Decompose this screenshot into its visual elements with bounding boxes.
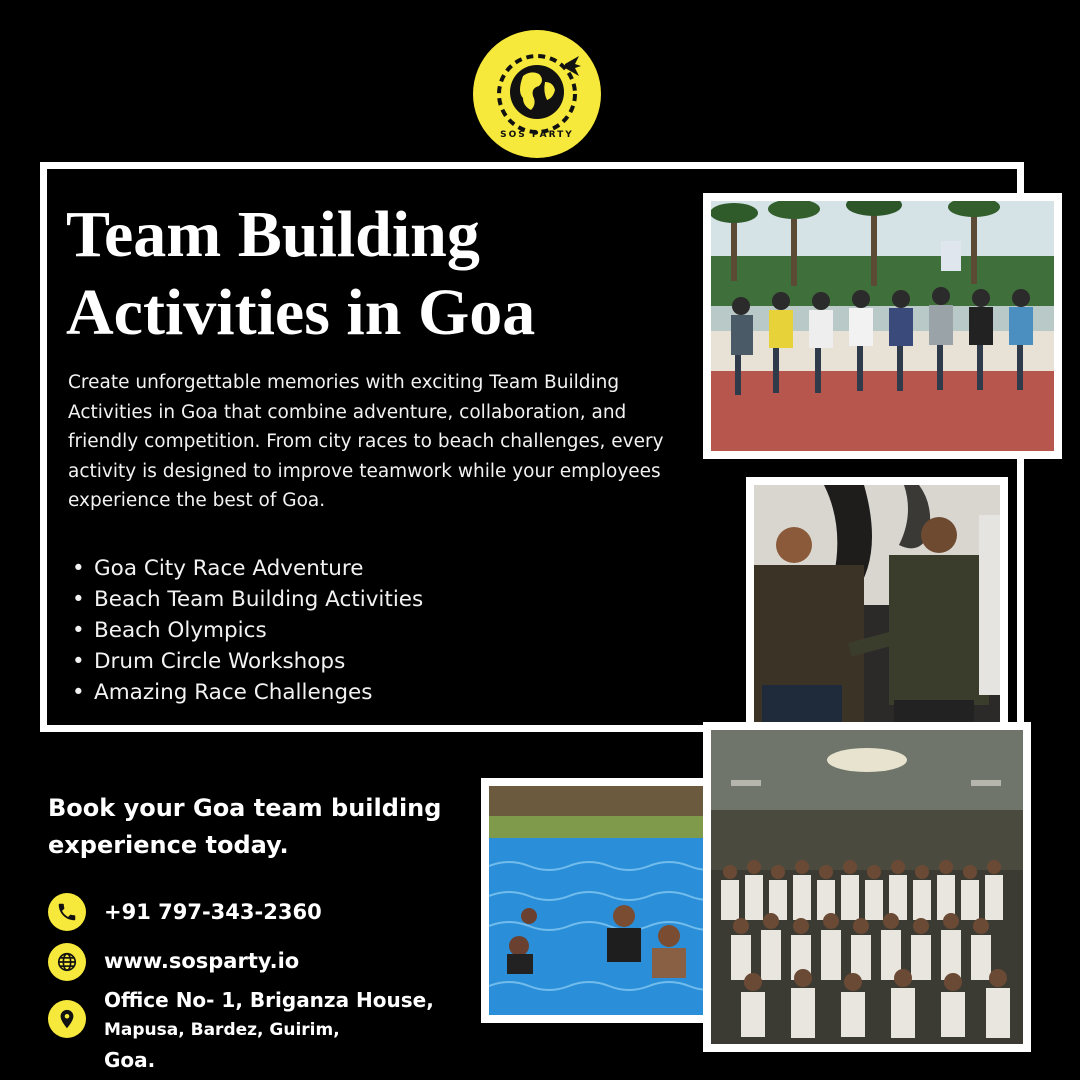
activities-list: [72, 553, 423, 708]
list-item: • Goa City Race Adventure: [72, 553, 423, 584]
address-line-3: Goa.: [104, 1048, 156, 1072]
contact-address: [48, 985, 434, 1075]
phone-icon: [48, 893, 86, 931]
title-line-1: Team Building: [66, 198, 480, 271]
website-link[interactable]: www.sosparty.io: [104, 949, 300, 973]
address-line-1: Office No- 1, Briganza House,: [104, 988, 434, 1012]
cta-line-2: experience today.: [48, 831, 289, 859]
globe-icon: [48, 943, 86, 981]
cta-text: [48, 790, 468, 864]
photo-dancing: [746, 477, 1008, 736]
list-item: • Beach Team Building Activities: [72, 584, 423, 615]
location-pin-icon: [48, 1000, 86, 1038]
contact-website[interactable]: [48, 943, 299, 981]
list-item: • Amazing Race Challenges: [72, 677, 423, 708]
list-item: • Drum Circle Workshops: [72, 646, 423, 677]
phone-number[interactable]: +91 797-343-2360: [104, 900, 322, 924]
photo-pool: [481, 778, 724, 1023]
address-text: [104, 985, 434, 1075]
brand-logo: [473, 30, 601, 158]
address-line-2: Mapusa, Bardez, Guirim,: [104, 1020, 340, 1040]
page-title: [66, 196, 626, 352]
title-line-2: Activities in Goa: [66, 276, 536, 349]
photo-event-group: [703, 722, 1031, 1052]
photo-group-beach: [703, 193, 1062, 459]
cta-line-1: Book your Goa team building: [48, 794, 442, 822]
list-item: • Beach Olympics: [72, 615, 423, 646]
contact-phone[interactable]: [48, 893, 322, 931]
logo-text: SOS PARTY: [500, 130, 574, 140]
intro-paragraph: Create unforgettable memories with exciting Team Building Activities in Goa that combine adventure, collaboration, and friendly competition. From city races to beach challenges, every activity is designed to improve teamwork while your employees experience the best of Goa.: [68, 372, 664, 511]
